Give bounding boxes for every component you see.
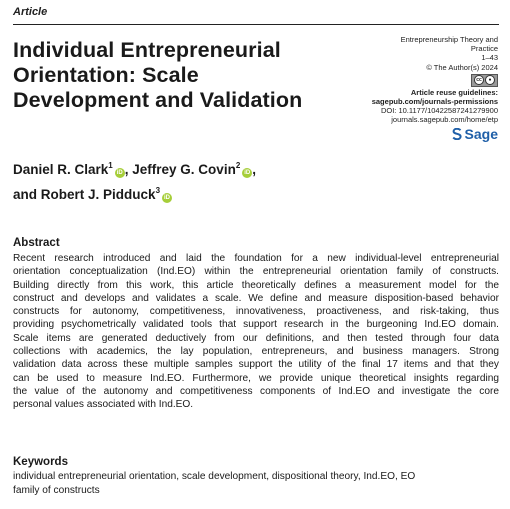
orcid-icon[interactable]: iD — [244, 170, 251, 176]
orcid-icon[interactable]: iD — [116, 170, 123, 176]
author-list — [13, 155, 256, 205]
keywords-text — [13, 470, 499, 497]
copyright: © The Author(s) 2024 — [426, 62, 498, 72]
author-line — [13, 180, 256, 205]
cc-mark: cc — [474, 75, 484, 85]
affiliation-marker: 1 — [108, 161, 113, 170]
article-title — [13, 38, 343, 113]
abstract-line: the value of the autonomy and competitiveness components of Ind.EO and investigate the core — [13, 385, 499, 397]
abstract-line: construct and develops and validates a scale. We define and measure disposition-based behavior — [13, 292, 499, 304]
abstract-text — [13, 252, 499, 412]
reuse-guidelines-label: Article reuse guidelines: — [410, 87, 498, 97]
sage-logo — [452, 127, 498, 141]
abstract-line: validation data across these multiple samples support the utility of the final 17 items and that they — [13, 359, 499, 371]
creative-commons-icon — [471, 74, 498, 87]
abstract-line: Building directly from this work, this article theoretically defines a measurement model for the — [13, 279, 499, 291]
abstract-line: can be used to measure Ind.EO. Furthermore, we provide unique theoretical insights regarding — [13, 372, 499, 384]
sage-s-icon — [452, 128, 462, 140]
affiliation-marker: 2 — [235, 161, 241, 170]
cc-by-mark: ● — [485, 75, 495, 85]
abstract-line: personal values associated with Ind.EO. — [13, 399, 194, 411]
journal-homepage-link[interactable]: journals.sagepub.com/home/etp — [391, 115, 498, 125]
sage-wordmark: Sage — [464, 125, 498, 142]
abstract-line: Recent research introduced and laid the foundation for a new individual-level entrepreneurial — [13, 253, 499, 264]
title-line: Development and Validation — [13, 88, 303, 112]
journal-meta — [323, 35, 498, 142]
title-line: Individual Entrepreneurial — [13, 38, 281, 62]
author-separator: , — [252, 162, 257, 177]
reuse-guidelines-link[interactable]: sagepub.com/journals-permissions — [371, 97, 498, 107]
title-line: Orientation: Scale — [13, 63, 199, 87]
author-conjunction: and — [13, 187, 38, 202]
header-rule — [13, 24, 499, 25]
keywords-line: family of constructs — [13, 484, 100, 496]
keywords-heading: Keywords — [13, 456, 68, 468]
author-line — [13, 155, 256, 180]
abstract-line: orientation conceptualization (Ind.EO) within the entrepreneurial orientation family of constructs. — [13, 266, 499, 278]
journal-name-line: Entrepreneurship Theory and — [400, 35, 498, 44]
abstract-line: constructs for autonomy, competitiveness, innovativeness, proactiveness, and risk-taking, thus — [13, 306, 499, 318]
abstract-line: providing psychometrically validated tools that support research in the burgeoning Ind.EO domain. — [13, 319, 499, 331]
orcid-icon[interactable]: iD — [164, 195, 171, 201]
license-badge — [471, 74, 498, 87]
abstract-line: Scale items are generated deductively from our definitions, and then tested through four data — [13, 332, 499, 344]
page-range: 1–43 — [481, 53, 498, 63]
author-separator: , — [124, 162, 129, 177]
abstract-heading: Abstract — [13, 237, 60, 249]
doi[interactable]: DOI: 10.1177/10422587241279900 — [380, 106, 498, 116]
affiliation-marker: 3 — [155, 186, 161, 195]
author-name: Robert J. Pidduck — [40, 187, 156, 202]
journal-name-line: Practice — [470, 44, 498, 54]
author-name: Daniel R. Clark — [13, 162, 109, 177]
abstract-line: collections with academics, the lay population, entrepreneurs, and business managers. Strong — [13, 346, 499, 358]
keywords-line: individual entrepreneurial orientation, scale development, dispositional theory, Ind.EO, EO — [13, 471, 416, 482]
article-type-label: Article — [13, 6, 48, 18]
author-name: Jeffrey G. Covin — [132, 162, 236, 177]
